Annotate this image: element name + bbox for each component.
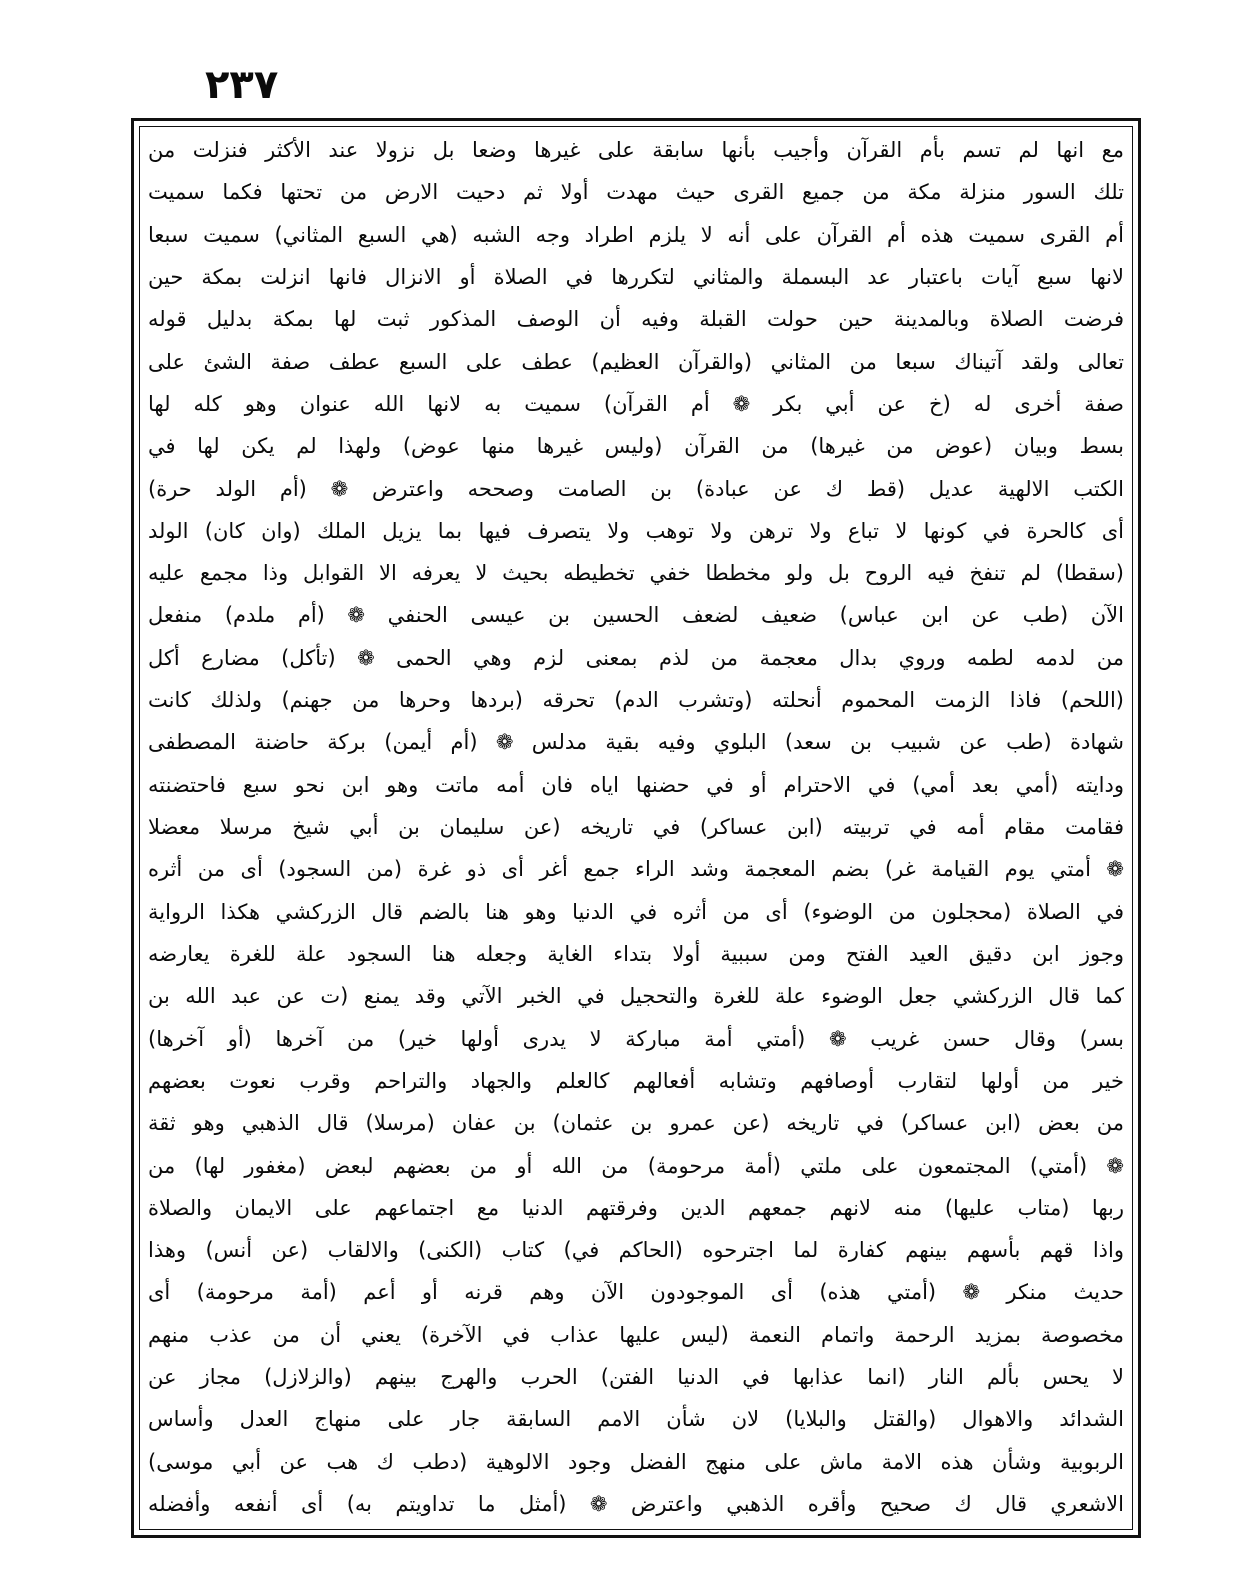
text-line: بسط وبيان (عوض من غيرها) من القرآن (وليس غيرها منها عوض) ولهذا لم يكن لها في — [148, 434, 1124, 459]
text-block — [148, 133, 1124, 1521]
text-line: شهادة (طب عن شبيب بن سعد) البلوي وفيه بقية مدلس ❁ (أم أيمن) بركة حاضنة المصطفى — [148, 730, 1124, 755]
text-line: الآن (طب عن ابن عباس) ضعيف لضعف الحسين بن عيسى الحنفي ❁ (أم ملدم) منفعل — [148, 603, 1124, 628]
text-line: كما قال الزركشي جعل الوضوء علة للغرة والتحجيل في الخبر الآتي وقد يمنع (ت عن عبد الله بن — [148, 984, 1124, 1009]
text-line: واذا قهم بأسهم بينهم كفارة لما اجترحوه (الحاكم في) كتاب (الكنى) والالقاب (عن أنس) وهذا — [148, 1238, 1124, 1263]
page-number: ٢٣٧ — [205, 62, 279, 108]
text-line: ربها (متاب عليها) منه لانهم جمعهم الدين وفرقتهم الدنيا مع اجتماعهم على الايمان والصلاة — [148, 1195, 1124, 1220]
text-line: أى كالحرة في كونها لا تباع ولا ترهن ولا توهب ولا يتصرف فيها بما يزيل الملك (وان كان) الولد — [148, 518, 1124, 543]
text-line: الربوبية وشأن هذه الامة ماش على منهج الفضل وجود الالوهية (دطب ك هب عن أبي موسى) — [148, 1449, 1124, 1474]
text-line: من لدمه لطمه وروي بدال معجمة من لذم بمعنى لزم وهي الحمى ❁ (تأكل) مضارع أكل — [148, 645, 1124, 670]
text-line: بسر) وقال حسن غريب ❁ (أمتي أمة مباركة لا يدرى أولها خير) من آخرها (أو آخرها) — [148, 1026, 1124, 1051]
text-line: مخصوصة بمزيد الرحمة واتمام النعمة (ليس عليها عذاب في الآخرة) يعني أن من عذب منهم — [148, 1322, 1124, 1347]
page-frame — [131, 118, 1141, 1538]
text-line: ❁ أمتي يوم القيامة غر) بضم المعجمة وشد الراء جمع أغر أى ذو غرة (من السجود) أى من أثره — [148, 857, 1124, 882]
text-line: الشدائد والاهوال (والقتل والبلايا) لان شأن الامم السابقة جار على منهاج العدل وأساس — [148, 1407, 1124, 1432]
text-line: الاشعري قال ك صحيح وأقره الذهبي واعترض ❁ (أمثل ما تداويتم به) أى أنفعه وأفضله — [148, 1492, 1124, 1516]
text-line: في الصلاة (محجلون من الوضوء) أى من أثره في الدنيا وهو هنا بالضم قال الزركشي هكذا الرواية — [148, 899, 1124, 924]
text-line: لانها سبع آيات باعتبار عد البسملة والمثاني لتكررها في الصلاة أو الانزال فانها انزلت بمكة حين — [148, 264, 1124, 289]
text-line: مع انها لم تسم بأم القرآن وأجيب بأنها سابقة على غيرها وضعا بل نزولا عند الأكثر فنزلت من — [148, 138, 1124, 162]
text-line: (اللحم) فاذا الزمت المحموم أنحلته (وتشرب الدم) تحرقه (بردها وحرها من جهنم) ولذلك كانت — [148, 688, 1124, 713]
text-line: خير من أولها لتقارب أوصافهم وتشابه أفعالهم كالعلم والجهاد والتراحم وقرب نعوت بعضهم — [148, 1068, 1124, 1093]
text-line: فقامت مقام أمه في تربيته (ابن عساكر) في تاريخه (عن سليمان بن أبي شيخ مرسلا معضلا — [148, 815, 1124, 839]
text-line: الكتب الالهية عديل (قط ك عن عبادة) بن الصامت وصححه واعترض ❁ (أم الولد حرة) — [148, 476, 1124, 501]
text-line: لا يحس بألم النار (انما عذابها في الدنيا الفتن) الحرب والهرج بينهم (والزلازل) مجاز عن — [148, 1365, 1124, 1390]
text-line: حديث منكر ❁ (أمتي هذه) أى الموجودون الآن وهم قرنه أو أعم (أمة مرحومة) أى — [148, 1280, 1124, 1305]
text-line: صفة أخرى له (خ عن أبي بكر ❁ أم القرآن) سميت به لانها الله عنوان وهو كله لها — [148, 391, 1124, 416]
text-line: تعالى ولقد آتيناك سبعا من المثاني (والقرآن العظيم) عطف على السبع عطف صفة الشئ على — [148, 349, 1124, 374]
text-line: فرضت الصلاة وبالمدينة حين حولت القبلة وفيه أن الوصف المذكور ثبت لها بمكة بدليل قوله — [148, 307, 1124, 332]
text-line: أم القرى سميت هذه أم القرآن على أنه لا يلزم اطراد وجه الشبه (هي السبع المثاني) سميت سبعا — [148, 222, 1124, 247]
text-line: وجوز ابن دقيق العيد الفتح ومن سببية أولا بتداء الغاية وجعله هنا السجود علة للغرة يعارضه — [148, 941, 1124, 966]
text-line: ودايته (أمي بعد أمي) في الاحترام أو في حضنها اياه فان أمه ماتت وهو ابن نحو سبع فاحتضنته — [148, 772, 1124, 797]
text-line: من بعض (ابن عساكر) في تاريخه (عن عمرو بن عثمان) بن عفان (مرسلا) قال الذهبي وهو ثقة — [148, 1111, 1124, 1136]
text-line: تلك السور منزلة مكة من جميع القرى حيث مهدت أولا ثم دحيت الارض من تحتها فكما سميت — [148, 180, 1124, 205]
text-line: ❁ (أمتي) المجتمعون على ملتي (أمة مرحومة) من الله أو من بعضهم لبعض (مغفور لها) من — [148, 1153, 1124, 1178]
text-line: (سقطا) لم تنفخ فيه الروح بل ولو مخططا خفي تخطيطه بحيث لا يعرفه الا القوابل وذا مجمع عليه — [148, 561, 1124, 586]
